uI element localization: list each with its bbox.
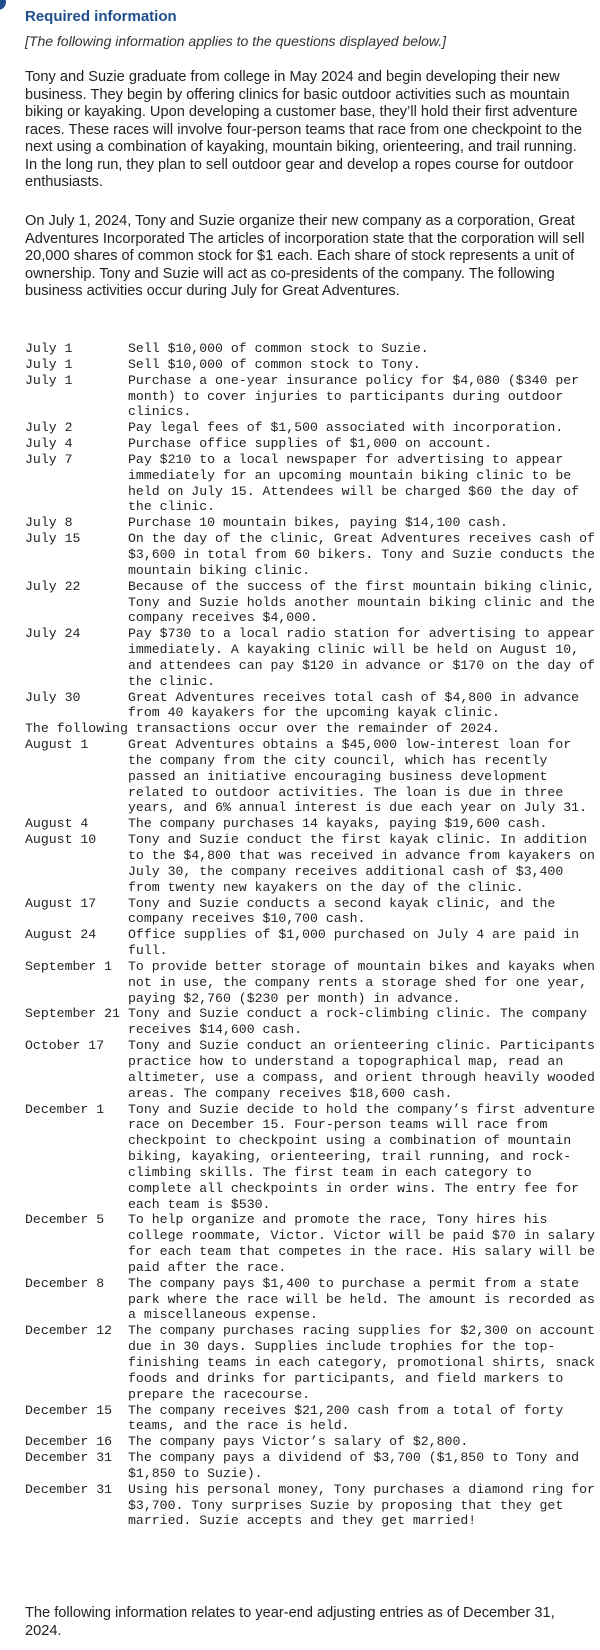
transaction-row [25,1403,600,1435]
transaction-row [25,1038,600,1101]
transaction-row [25,341,600,357]
transaction-date: December 12 [25,1323,113,1339]
transaction-text: On the day of the clinic, Great Adventures receives cash of $3,600 in total from 60 bikers. Tony and Suzie conducts the mountain biking clinic. [128,531,595,578]
transaction-date: August 10 [25,832,97,848]
transaction-text: Tony and Suzie conducts a second kayak clinic, and the company receives $10,700 cash. [128,895,556,927]
transaction-text: Tony and Suzie conduct a rock-climbing clinic. The company receives $14,600 cash. [128,1006,587,1038]
intro-paragraph: Tony and Suzie graduate from college in May 2024 and begin developing their new business. They begin by offering clinics for basic outdoor activities such as mountain biking or kayaking. Upon developing a customer base, they’ll hold their first adventure races. These races will involve four-person teams that race from one checkpoint to the next using a combination of kayaking, mountain biking, orienteering, and trail running. In the long run, they plan to sell outdoor gear and develop a ropes course for outdoor enthusiasts. [25,69,582,190]
transaction-row [25,737,600,816]
transaction-text: To help organize and promote the race, Tony hires his college roommate, Victor. Victor will be paid $70 in salary for each team that competes in the race. His salary will be paid after the race. [128,1212,595,1275]
closing-paragraph: The following information relates to year-end adjusting entries as of December 31, 2024. [25,1605,555,1639]
transaction-date: July 1 [25,356,73,372]
transaction-date: August 4 [25,816,89,832]
transaction-date: September 1 [25,958,113,974]
transaction-row [25,959,600,1007]
transaction-text: Tony and Suzie decide to hold the company’s first adventure race on December 15. Four-person teams will race from checkpoint to checkpoint using a combination of mountain biking, kayaking, orienteering, trail running, and rock-climbing skills. The first team in each category to complete all checkpoints in order wins. The entry fee for each team is $530. [128,1101,595,1212]
transaction-row [25,1450,600,1482]
transaction-text: Tony and Suzie conduct the first kayak clinic. In addition to the $4,800 that was received in advance from kayakers on July 30, the company receives additional cash of $3,400 from twenty new kayakers on the day of the clinic. [128,832,595,895]
transaction-date: December 31 [25,1450,113,1466]
transaction-text: The company purchases 14 kayaks, paying $19,600 cash. [128,816,548,832]
transaction-row [25,1482,600,1530]
transaction-row [25,1323,600,1402]
transaction-date: December 8 [25,1275,105,1291]
transaction-date: July 1 [25,341,73,356]
transaction-text: The company pays a dividend of $3,700 ($1,850 to Tony and $1,850 to Suzie). [128,1450,580,1481]
transaction-text: Tony and Suzie conduct an orienteering clinic. Participants practice how to understand a topographical map, read an altimeter, use a compass, and orient through heavily wooded areas. The company receives $18,600 cash. [128,1038,595,1101]
transaction-row [25,1434,600,1450]
transaction-text: Office supplies of $1,000 purchased on July 4 are paid in full. [128,927,580,959]
transaction-text: Great Adventures receives total cash of $4,800 in advance from 40 kayakers for the upcoming kayak clinic. [128,689,580,721]
transaction-date: July 22 [25,578,81,594]
transaction-row [25,1006,600,1038]
transaction-text: Using his personal money, Tony purchases a diamond ring for $3,700. Tony surprises Suzie by proposing that they get married. Suzie accepts and they get married! [128,1481,595,1529]
transaction-date: September 21 [25,1006,120,1022]
transaction-date: July 24 [25,626,81,642]
transaction-date: July 4 [25,436,73,452]
transaction-date: July 15 [25,531,81,547]
transaction-date: December 31 [25,1481,113,1497]
transaction-text: The company purchases racing supplies for $2,300 on account due in 30 days. Supplies include trophies for the top-finishing teams in each category, promotional shirts, snack foods and drinks for participants, and field markers to prepare the racecourse. [128,1323,595,1402]
transaction-date: December 1 [25,1101,105,1117]
transaction-text: The company receives $21,200 cash from a total of forty teams, and the race is held. [128,1402,564,1434]
transaction-text: Pay legal fees of $1,500 associated with incorporation. [128,420,564,436]
required-information-heading: Required information [25,8,177,25]
transaction-row [25,1212,600,1275]
transaction-date: July 1 [25,372,73,388]
transaction-row [25,373,600,421]
transaction-text: The company pays Victor’s salary of $2,800. [128,1434,469,1450]
transaction-date: August 17 [25,895,97,911]
transaction-text: Sell $10,000 of common stock to Tony. [128,356,421,372]
transaction-text: To provide better storage of mountain bikes and kayaks when not in use, the company rents a storage shed for one year, paying $2,760 ($230 per month) in advance. [128,958,595,1006]
transaction-row [25,515,600,531]
question-marker [0,0,6,10]
transaction-text: Purchase 10 mountain bikes, paying $14,100 cash. [128,515,508,531]
transaction-row [25,626,600,689]
transaction-row [25,816,600,832]
transaction-row [25,690,600,722]
transactions-list [25,341,600,1529]
transaction-row [25,832,600,895]
info-note: [The following information applies to the questions displayed below.] [25,33,447,49]
remainder-of-year-heading: The following transactions occur over the remainder of 2024. [25,721,500,737]
transaction-date: December 16 [25,1434,113,1450]
transaction-date: July 30 [25,689,81,705]
transaction-row [25,896,600,928]
transaction-row [25,579,600,627]
transaction-text: The company pays $1,400 to purchase a permit from a state park where the race will be held. The amount is recorded as a miscellaneous expense. [128,1275,595,1323]
transaction-date: August 1 [25,737,89,753]
transaction-text: Pay $210 to a local newspaper for advertising to appear immediately for an upcoming mountain biking clinic to be held on July 15. Attendees will be charged $60 the day of the clinic. [128,451,580,515]
transaction-date: July 2 [25,420,73,436]
transaction-row [25,436,600,452]
transaction-row [25,1102,600,1213]
transaction-text: Purchase office supplies of $1,000 on account. [128,436,493,452]
transaction-date: December 15 [25,1402,113,1418]
transaction-row [25,927,600,959]
transaction-text: Great Adventures obtains a $45,000 low-interest loan for the company from the city council, which has recently passed an initiative encouraging business development related to outdoor activities. The loan is due in three years, and 6% annual interest is due each year on July 31. [128,737,587,816]
transaction-row [25,357,600,373]
transaction-text: Pay $730 to a local radio station for advertising to appear immediately. A kayaking clinic will be held on August 10, and attendees can pay $120 in advance or $170 on the day of the clinic. [128,626,595,689]
transaction-text: Purchase a one-year insurance policy for $4,080 ($340 per month) to cover injuries to participants during outdoor clinics. [128,372,580,420]
transaction-text: Sell $10,000 of common stock to Suzie. [128,341,429,356]
transaction-row [25,531,600,579]
transaction-date: July 7 [25,451,73,467]
transaction-row [25,420,600,436]
transaction-row [25,1276,600,1324]
transaction-date: October 17 [25,1038,105,1054]
organization-paragraph: On July 1, 2024, Tony and Suzie organize their new company as a corporation, Great Adventures Incorporated The articles of incorporation state that the corporation will sell 20,000 shares of common stock for $1 each. Each share of stock represents a unit of ownership. Tony and Suzie will act as co-presidents of the company. The following business activities occur during July for Great Adventures. [25,213,585,299]
transaction-date: August 24 [25,927,97,943]
transaction-text: Because of the success of the first mountain biking clinic, Tony and Suzie holds another mountain biking clinic and the company receives $4,000. [128,578,595,626]
transaction-date: July 8 [25,515,73,531]
transaction-date: December 5 [25,1212,105,1228]
transaction-row [25,452,600,515]
